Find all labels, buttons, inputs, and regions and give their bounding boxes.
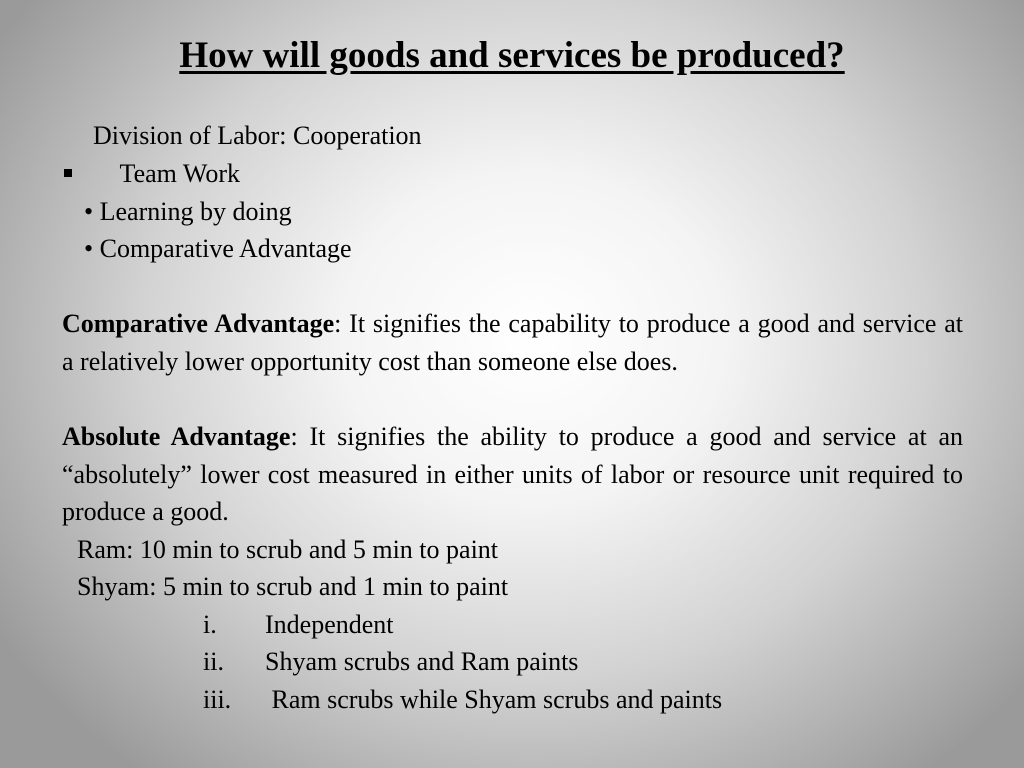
numbered-item xyxy=(203,610,394,640)
square-bullet-icon xyxy=(64,169,72,177)
item-text: Shyam scrubs and Ram paints xyxy=(265,647,579,676)
division-heading: Division of Labor: Cooperation xyxy=(93,121,422,150)
example-ram: Ram: 10 min to scrub and 5 min to paint xyxy=(77,535,499,564)
example-shyam: Shyam: 5 min to scrub and 1 min to paint xyxy=(77,572,509,601)
item-number: ii. xyxy=(203,647,224,676)
team-work-text: Team Work xyxy=(119,159,241,188)
item-text: Ram scrubs while Shyam scrubs and paints xyxy=(265,685,723,714)
bullet-text: Learning by doing xyxy=(99,197,292,226)
comparative-advantage-definition: : It signifies the capability to produce a good and service at a relatively lower opportunity cost than someone else does. xyxy=(62,309,963,376)
item-number: iii. xyxy=(203,685,232,714)
numbered-item xyxy=(203,647,578,677)
item-text: Independent xyxy=(265,610,394,639)
item-number: i. xyxy=(203,610,217,639)
absolute-advantage-term: Absolute Advantage xyxy=(62,422,291,451)
comparative-advantage-term: Comparative Advantage xyxy=(62,309,335,338)
slide-title: How will goods and services be produced? xyxy=(179,35,845,76)
numbered-item xyxy=(203,685,722,715)
bullet-icon: • xyxy=(84,197,94,226)
square-bullet-row xyxy=(64,159,240,189)
bullet-icon: • xyxy=(84,234,94,263)
bullet-item xyxy=(84,197,292,227)
bullet-text: Comparative Advantage xyxy=(99,234,352,263)
comparative-advantage-paragraph xyxy=(62,305,963,380)
absolute-advantage-paragraph xyxy=(62,418,963,531)
absolute-advantage-definition: : It signifies the ability to produce a good and service at an “absolutely” lower cost measured in either units of labor or resource unit required to produce a good. xyxy=(62,422,964,526)
bullet-item xyxy=(84,234,352,264)
